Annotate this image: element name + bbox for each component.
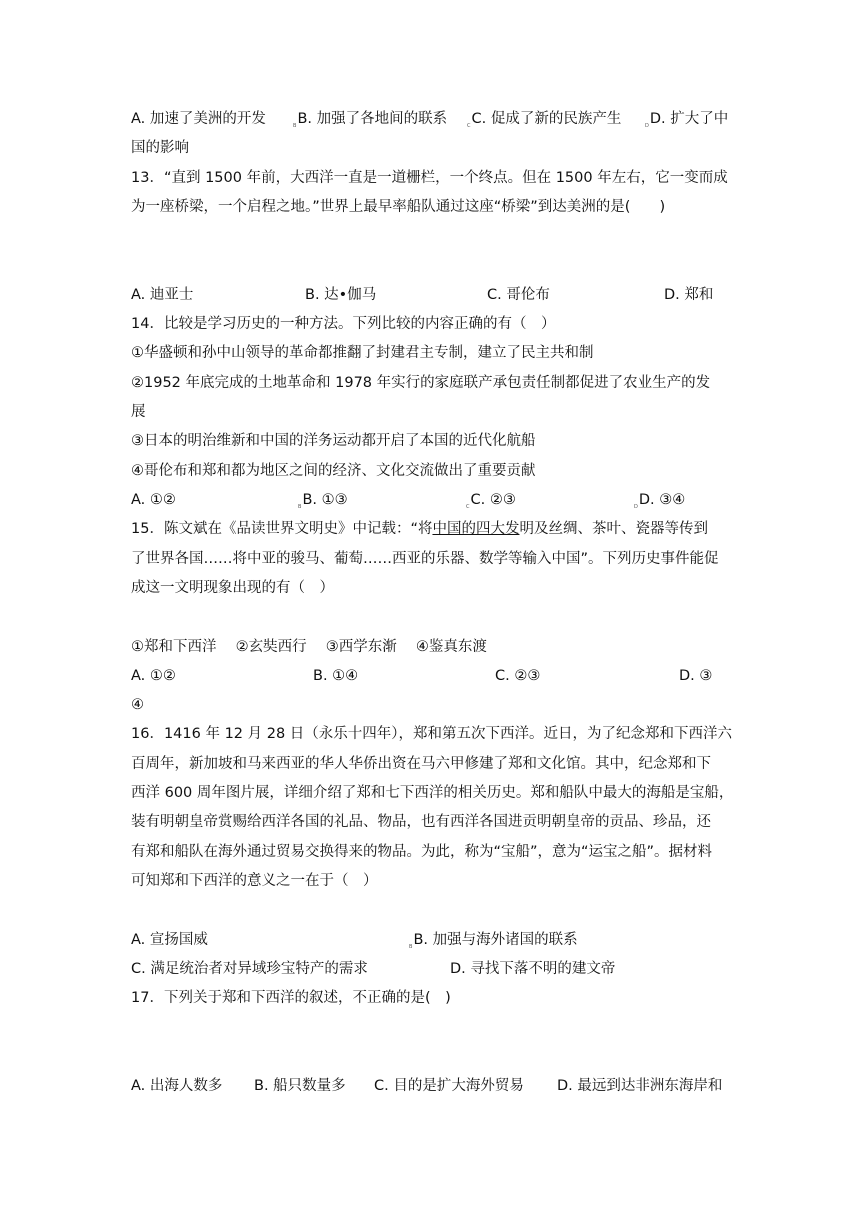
q14-option-d — [634, 490, 685, 513]
q14-option-c — [466, 490, 516, 513]
q12-option-c — [467, 109, 621, 132]
q15-option-c: C. ②③ — [495, 668, 541, 684]
q17-stem: 17．下列关于郑和下西洋的叙述，不正确的是( ) — [131, 990, 451, 1006]
q15-option-d: D. ③ — [679, 668, 713, 684]
q14-statement-1: ①华盛顿和孙中山领导的革命都推翻了封建君主专制，建立了民主共和制 — [131, 345, 594, 361]
q14-statement-2: ②1952 年底完成的土地革命和 1978 年实行的家庭联产承包责任制都促进了农业生产的发 — [131, 375, 711, 391]
q15-stem-line-1-start: 15．陈文斌在《品读世界文明史》中记载：“将 — [131, 521, 433, 537]
q12-option-d — [645, 109, 728, 132]
q15-underlined-text: 中国的四大发 — [432, 521, 520, 537]
q15-option-b: B. ①④ — [313, 668, 359, 684]
q16-stem-line-1: 16．1416 年 12 月 28 日（永乐十四年），郑和第五次下西洋。近日，为了纪念郑和下西洋六 — [131, 726, 733, 742]
q15-stem-line-2: 了世界各国……将中亚的骏马、葡萄……西亚的乐器、数学等输入中国”。下列历史事件能促 — [131, 551, 719, 567]
option-marker: D — [645, 123, 649, 129]
option-marker: C — [467, 123, 471, 129]
q14-stem: 14．比较是学习历史的一种方法。下列比较的内容正确的有（ ） — [131, 316, 556, 332]
q14-option-a: A. ①② — [131, 492, 176, 508]
q16-stem-line-5: 有郑和船队在海外通过贸易交换得来的物品。为此，称为“宝船”，意为“运宝之船”。据材料 — [131, 844, 713, 860]
option-marker: B — [409, 944, 413, 950]
q12-option-b — [293, 109, 447, 132]
q14-statement-2-continued: 展 — [131, 404, 146, 420]
q16-option-d: D. 寻找下落不明的建文帝 — [450, 961, 616, 977]
q16-option-b-text: B. 加强与海外诸国的联系 — [413, 932, 578, 948]
q14-option-b — [298, 490, 348, 513]
q12-option-b-text: B. 加强了各地间的联系 — [297, 111, 448, 127]
q17-option-a: A. 出海人数多 — [131, 1078, 223, 1094]
q13-stem-line-1: 13．“直到 1500 年前，大西洋一直是一道栅栏，一个终点。但在 1500 年左右，它一变而成 — [131, 170, 728, 186]
q17-option-d: D. 最远到达非洲东海岸和 — [557, 1078, 723, 1094]
q12-option-c-text: C. 促成了新的民族产生 — [471, 111, 622, 127]
q16-stem-line-6: 可知郑和下西洋的意义之一在于（ ） — [131, 873, 378, 889]
option-marker: B — [298, 504, 302, 510]
q15-option-a: A. ①② — [131, 668, 176, 684]
q13-option-a: A. 迪亚士 — [131, 287, 194, 303]
q15-stem-line-1-end: 明及丝绸、茶叶、瓷器等传到 — [519, 521, 708, 537]
q14-option-b-text: B. ①③ — [302, 492, 348, 508]
q16-option-a: A. 宣扬国威 — [131, 932, 208, 948]
q12-option-d-text: D. 扩大了中 — [649, 111, 729, 127]
q17-option-b: B. 船只数量多 — [254, 1078, 346, 1094]
q13-stem-line-2: 为一座桥梁，一个启程之地。”世界上最早率船队通过这座“桥梁”到达美洲的是( ) — [131, 199, 666, 215]
q17-option-c: C. 目的是扩大海外贸易 — [374, 1078, 524, 1094]
q16-option-b — [409, 930, 578, 953]
q13-option-c: C. 哥伦布 — [487, 287, 550, 303]
q15-stem-line-1 — [131, 519, 708, 539]
q14-statement-4: ④哥伦布和郑和都为地区之间的经济、文化交流做出了重要贡献 — [131, 463, 536, 479]
q14-statement-3: ③日本的明治维新和中国的洋务运动都开启了本国的近代化航船 — [131, 433, 536, 449]
q16-option-c: C. 满足统治者对异域珍宝特产的需求 — [131, 961, 368, 977]
option-marker: D — [634, 504, 638, 510]
q16-stem-line-4: 装有明朝皇帝赏赐给西洋各国的礼品、物品，也有西洋各国进贡明朝皇帝的贡品、珍品，还 — [131, 814, 711, 830]
q15-option-d-continued: ④ — [131, 697, 144, 713]
option-marker: C — [466, 504, 470, 510]
q14-option-d-text: D. ③④ — [638, 492, 686, 508]
q15-stem-line-3: 成这一文明现象出现的有（ ） — [131, 580, 334, 596]
q15-items: ①郑和下西洋 ②玄奘西行 ③西学东渐 ④鉴真东渡 — [131, 639, 487, 655]
q14-option-c-text: C. ②③ — [470, 492, 516, 508]
q12-option-d-continued: 国的影响 — [131, 140, 189, 156]
q13-option-b: B. 达•伽马 — [305, 287, 377, 303]
option-marker: B — [293, 123, 297, 129]
q13-option-d: D. 郑和 — [664, 287, 714, 303]
q12-option-a: A. 加速了美洲的开发 — [131, 111, 266, 127]
q16-stem-line-3: 西洋 600 周年图片展，详细介绍了郑和七下西洋的相关历史。郑和船队中最大的海船是宝船， — [131, 785, 734, 801]
q16-stem-line-2: 百周年，新加坡和马来西亚的华人华侨出资在马六甲修建了郑和文化馆。其中，纪念郑和下 — [131, 756, 711, 772]
